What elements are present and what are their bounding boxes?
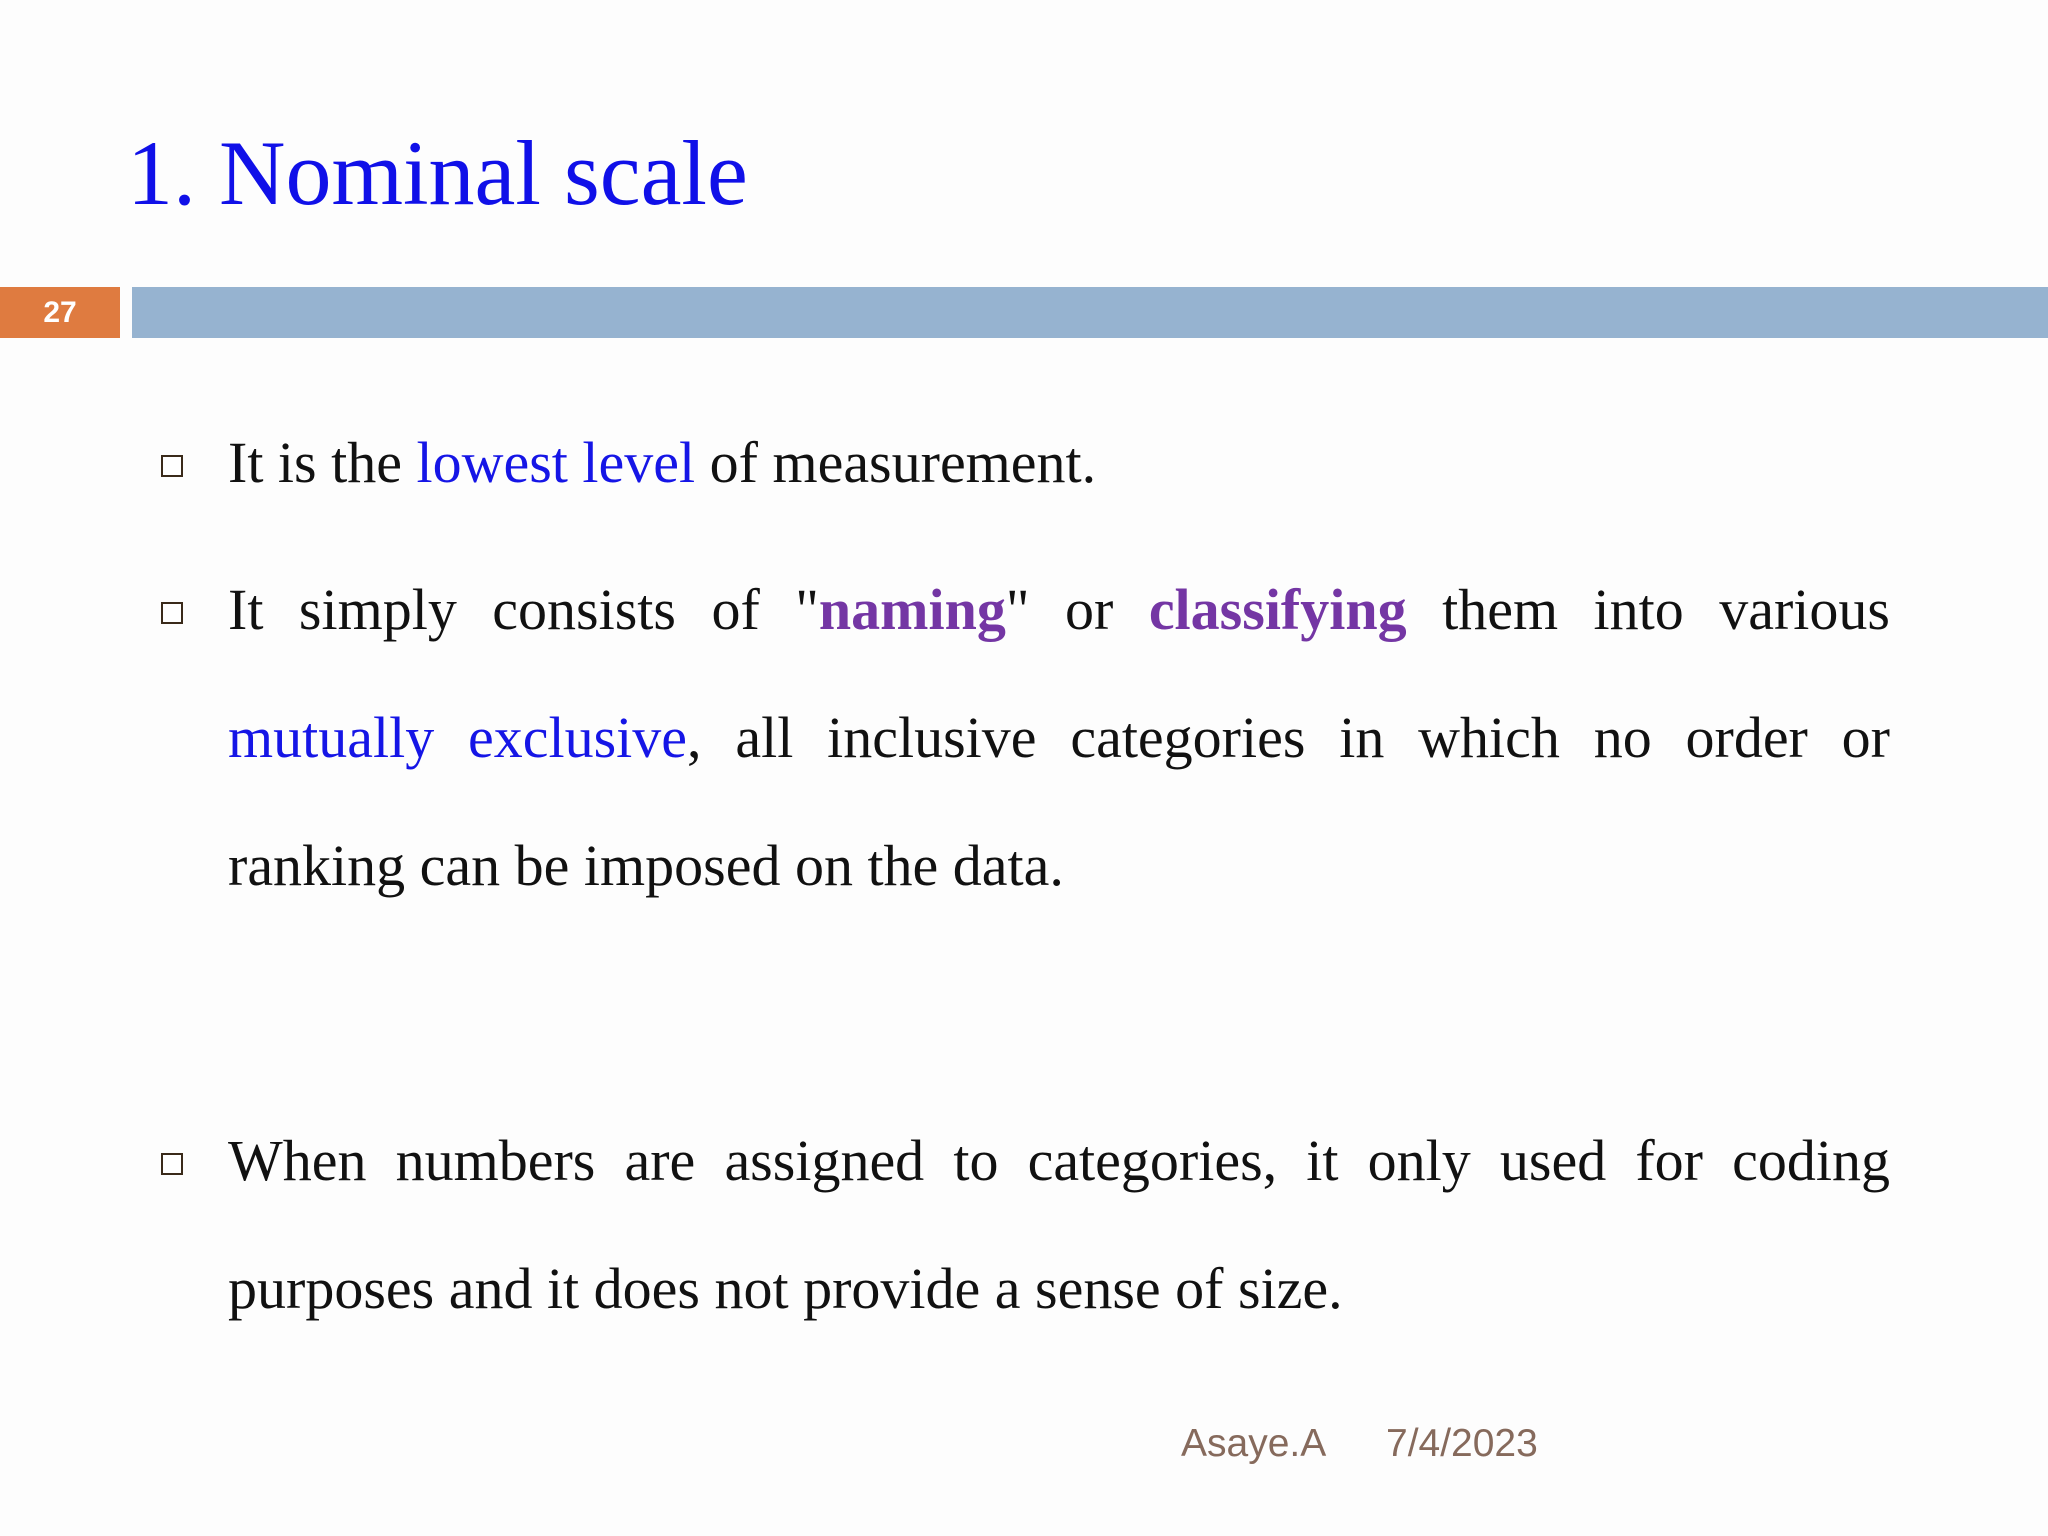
- slide-title: 1. Nominal scale: [127, 122, 748, 224]
- hollow-square-bullet-icon: [161, 602, 183, 624]
- bullet-2-highlight-naming: naming: [818, 577, 1006, 642]
- bullet-1-text-a: It is the: [228, 430, 417, 495]
- footer-author: Asaye.A: [1181, 1422, 1327, 1465]
- bullet-1-highlight-lowest-level: lowest level: [416, 430, 696, 495]
- slide-number-badge: 27: [0, 287, 120, 338]
- bullet-2-text-d: , all inclusive categories in which no order or ranking can be imposed on the data.: [228, 705, 1890, 898]
- bullet-2-text-a: It simply consists of ": [228, 577, 819, 642]
- title-divider-bar: [132, 287, 2048, 338]
- hollow-square-bullet-icon: [161, 455, 183, 477]
- bullet-item-1: [228, 399, 1890, 527]
- bullet-1-text-b: of measurement.: [695, 430, 1097, 495]
- hollow-square-bullet-icon: [161, 1153, 183, 1175]
- bullet-3-text: When numbers are assigned to categories, it only used for coding purposes and it does not provide a sense of size.: [228, 1128, 1890, 1321]
- bullet-2-text-c: them into various: [1406, 577, 1890, 642]
- bullet-item-3: [228, 1097, 1890, 1353]
- bullet-2-highlight-mutually-exclusive: mutually exclusive: [228, 705, 688, 770]
- bullet-2-text-b: " or: [1005, 577, 1149, 642]
- footer-date: 7/4/2023: [1386, 1422, 1538, 1465]
- bullet-item-2: [228, 546, 1890, 930]
- bullet-2-highlight-classifying: classifying: [1148, 577, 1407, 642]
